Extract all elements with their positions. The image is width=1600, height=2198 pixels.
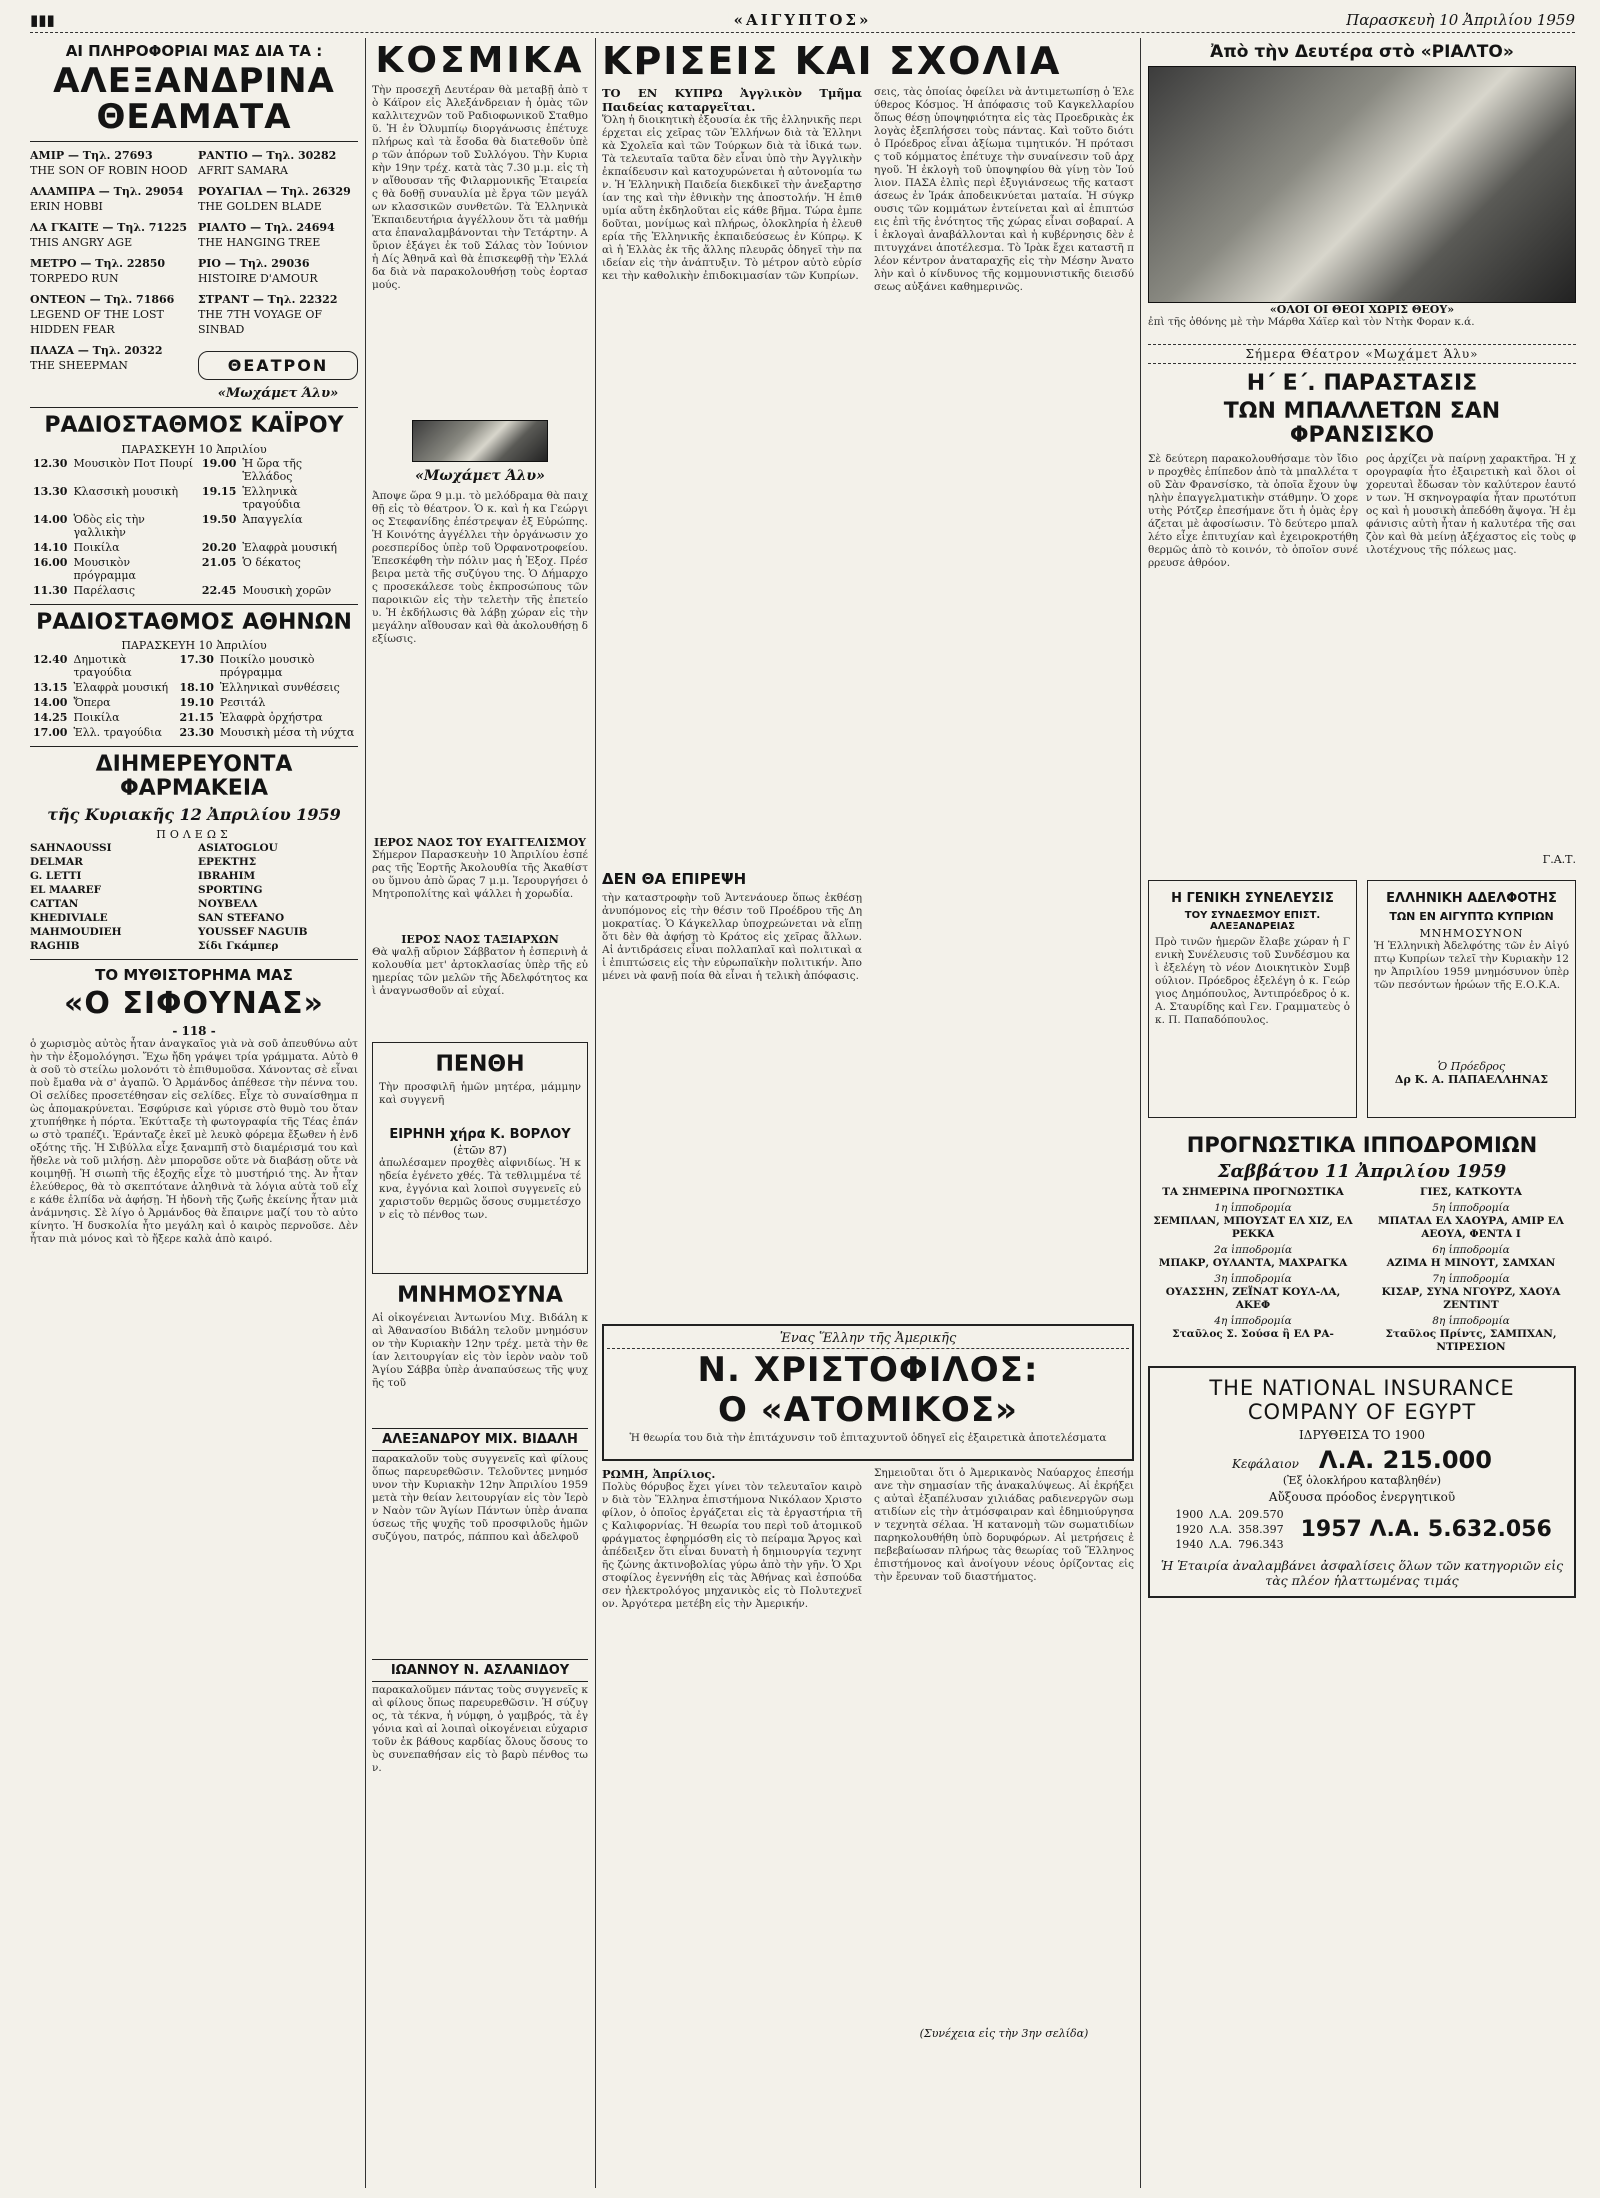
insurance-capital-label: Κεφάλαιον <box>1232 1456 1299 1471</box>
radio-row <box>30 710 358 725</box>
assembly-text: Πρὸ τινῶν ἡμερῶν ἔλαβε χώραν ἡ Γενικὴ Συνέλευσις τοῦ Συνδέσμου καὶ ἐξελέγη τὸ νέον Διοικητικὸν Συμβούλιον. Πρόεδρος ἐξελέγη ὁ κ. Γεώργιος Δημόπουλος, Ἀντιπρόεδρος ὁ κ. Α. Σταυρίδης καὶ Γεν. Γραμματεὺς ὁ κ. Π. Παπαδόπουλος. <box>1155 935 1350 1026</box>
radio-time: 23.30 <box>179 725 214 739</box>
radio-program: Ποικίλα <box>73 540 120 554</box>
church2-title: ΙΕΡΟΣ ΝΑΟΣ ΤΑΞΙΑΡΧΩΝ <box>401 932 559 946</box>
deceased-age: (ἐτῶν 87) <box>453 1143 507 1157</box>
insurance-row <box>1172 1537 1286 1552</box>
assembly-box <box>1148 880 1357 1118</box>
insurance-title: THE NATIONAL INSURANCE <box>1209 1375 1515 1400</box>
radio-program: Μουσικὸν πρόγραμμα <box>73 555 136 582</box>
radio-program: Ποικίλο μουσικὸ πρόγραμμα <box>219 652 315 679</box>
race-tips: Σταῦλος Πρίντς, ΣΑΜΠΧΑΝ, ΝΤΙΡΕΣΙΟΝ <box>1385 1327 1557 1353</box>
cinema-entry: ΣΤΡΑΝΤ — Τηλ. 22322 <box>198 293 338 307</box>
pharmacies-list <box>30 841 358 953</box>
pharmacy-item: MAHMOUDIEH <box>30 926 122 939</box>
cinema-entry: ΟΝΤΕΟΝ — Τηλ. 71866 <box>30 293 175 307</box>
pharmacy-item: Σίδι Γκάμπερ <box>198 940 279 953</box>
comments-title: ΚΡΙΣΕΙΣ ΚΑΙ ΣΧΟΛΙΑ <box>602 39 1062 83</box>
notices-row <box>1148 874 1576 1124</box>
pharmacy-item: ASIATOGLOU <box>198 842 278 855</box>
radio-program: Παρέλασις <box>73 583 136 597</box>
cinema-list-right <box>198 148 358 401</box>
cinema-film: THIS ANGRY AGE <box>30 236 133 250</box>
radio-time: 14.00 <box>33 512 68 526</box>
radio-program: Ἑλλ. τραγούδια <box>73 725 162 739</box>
comments-left <box>602 86 862 1316</box>
cinema-list-left <box>30 148 190 401</box>
radio-time: 19.00 <box>201 456 237 470</box>
pharmacy-item: YOUSSEF NAGUIB <box>198 926 308 939</box>
radio-program: Δημοτικὰ τραγούδια <box>73 652 132 679</box>
brotherhood-box <box>1367 880 1576 1118</box>
radio-program: Ἑλληνικὰ τραγούδια <box>242 484 301 511</box>
world-news-title: ΚΟΣΜΙΚΑ <box>375 40 585 81</box>
comments-text-3: σεις, τὰς ὁποίας ὀφείλει νὰ ἀντιμετωπίσῃ ὁ Ἐλεύθερος Κόσμος. Ἡ ἀπόφασις τοῦ Καγκελλαρίου ὅπως θέσῃ ὑποψηφιότητα εἰς τὰς Προεδρικὰς ἐκλογὰς ἐξεπλήσσει τοὺς πάντας. Καὶ τοῦτο διότι ὁ Πρόεδρος εἶναι ἀξίωμα τιμητικόν. Ἡ πρότασις τοῦ κόμματος ἐπέτυχε τὴν συναίνεσιν τοῦ ἀρχηγοῦ. Ἡ ἐκλογὴ τοῦ ὑποψηφίου θὰ γίνῃ τὸν Ἰούλιον. ΠΑΣΑ ἐλπὶς περὶ ἐξυγιάνσεως τῆς καταστάσεως ἐν Ἰράκ ἀποδεικνύεται ματαία. Ἡ σύγκρουσις τῶν κομμάτων ἐντείνεται καὶ αἱ ἐπιπτώσεις ἐπὶ τῆς ἑνότητος τῆς χώρας εἶναι σοβαραί. Αἱ ἐκλογαὶ ἀναβάλλονται καὶ ἡ κυβέρνησις δὲν ἐπιτυγχάνει ἀποτέλεσμα. Τὸ Ἰρὰκ ἔχει καταστῆ πλέον κέντρον ἀναταραχῆς εἰς τὴν Μέσην Ἀνατολὴν καὶ ὁ κίνδυνος τῆς κομμουνιστικῆς διεισδύσεως αὐξάνει καθημερινῶς. <box>874 85 1134 293</box>
theatre-photo <box>412 420 548 462</box>
rialto-heading: Ἀπὸ τὴν Δευτέρα στὸ «ΡΙΑΛΤΟ» <box>1210 42 1514 62</box>
insurance-cell: 1940 <box>1175 1537 1204 1551</box>
radio-row <box>30 695 358 710</box>
racing-left <box>1148 1186 1358 1354</box>
theatre-line: Σήμερα Θέατρον «Μωχάμετ Άλυ» <box>1148 344 1576 364</box>
cinema-film: HIDDEN FEAR <box>30 323 115 337</box>
theatre-caption: «Μωχάμετ Άλυ» <box>415 467 545 484</box>
cinema-film: TORPEDO RUN <box>30 272 119 286</box>
theatre-logo: ΘΕΑΤΡΟΝ <box>198 351 358 380</box>
pharmacy-item: SPORTING <box>198 884 263 897</box>
radio-program: Μουσικὸν Ποτ Πουρί <box>73 456 194 470</box>
radio-time: 19.15 <box>201 484 237 498</box>
ballet-body <box>1148 453 1576 853</box>
race-number: 2α ἱπποδρομία <box>1213 1243 1293 1256</box>
radio-time: 21.15 <box>179 710 214 724</box>
radio-row <box>30 652 358 680</box>
radio-row <box>30 540 358 555</box>
column-2 <box>372 38 588 2188</box>
insurance-figures <box>1158 1507 1566 1552</box>
pharmacy-item: G. LETTI <box>30 870 82 883</box>
ballet-title-2: ΤΩΝ ΜΠΑΛΛΕΤΩΝ ΣΑΝ ΦΡΑΝΣΙΣΚΟ <box>1223 399 1501 449</box>
cinema-listings <box>30 148 358 401</box>
pharmacies-title: ΔΙΗΜΕΡΕΥΟΝΤΑ ΦΑΡΜΑΚΕΙΑ <box>95 751 293 801</box>
radio-program: Ἐλαφρὰ μουσική <box>242 540 337 554</box>
insurance-capital-row <box>1158 1446 1566 1474</box>
cinema-entry: ΜΕΤΡΟ — Τηλ. 22850 <box>30 257 166 271</box>
feature-banner: Ἐνας Ἕλλην τῆς Ἀμερικῆς <box>607 1329 1129 1349</box>
deceased-name: ΕΙΡΗΝΗ χήρα Κ. ΒΟΡΛΟΥ <box>389 1126 571 1142</box>
pharmacy-item: EL MAAREF <box>30 884 102 897</box>
race-tips: ΟΥΑΣΣΗΝ, ΖΕΪΝΑΤ ΚΟΥΛ-ΛΑ, ΑΚΕΦ <box>1165 1285 1341 1311</box>
race-tips: ΑΖΙΜΑ Η ΜΙΝΟΥΤ, ΣΑΜΧΑΝ <box>1386 1256 1556 1269</box>
race-number: 1η ἱπποδρομία <box>1214 1201 1292 1214</box>
cinema-film: THE GOLDEN BLADE <box>198 200 322 214</box>
race-number: 6η ἱπποδρομία <box>1432 1243 1510 1256</box>
radio-time: 14.00 <box>33 695 68 709</box>
pharmacy-item: DELMAR <box>30 856 83 869</box>
feature-left <box>602 1467 862 2041</box>
column-rule <box>595 38 596 2188</box>
insurance-ad <box>1148 1366 1576 1598</box>
radio-cairo-schedule <box>30 456 358 598</box>
radio-program: Μουσικὴ χορῶν <box>242 583 332 597</box>
radio-program: Ὁδὸς εἰς τὴν γαλλικὴν <box>73 512 145 539</box>
church-title: ΙΕΡΟΣ ΝΑΟΣ ΤΟΥ ΕΥΑΓΓΕΛΙΣΜΟΥ <box>373 835 587 849</box>
brotherhood-text: Ἡ Ἑλληνικὴ Ἀδελφότης τῶν ἐν Αἰγύπτῳ Κυπρίων τελεῖ τὴν Κυριακὴν 12ην Ἀπριλίου 1959 μνημόσυνον ὑπὲρ τῶν πεσόντων ἡρώων τῆς Ε.Ο.Κ.Α. <box>1374 939 1569 991</box>
radio-time: 17.00 <box>33 725 68 739</box>
divider <box>30 604 358 605</box>
pharmacy-item: ΕΡΕΚΤΗΣ <box>198 856 257 869</box>
radio-time: 13.15 <box>33 680 68 694</box>
pharmacy-item: IBRAHIM <box>198 870 256 883</box>
insurance-cell: Λ.Α. <box>1209 1507 1233 1521</box>
paper-name: «ΑΙΓΥΠΤΟΣ» <box>728 11 878 29</box>
issue-date: Παρασκευὴ 10 Ἀπριλίου 1959 <box>1340 11 1575 29</box>
divider <box>30 141 358 142</box>
race-number: 8η ἱπποδρομία <box>1432 1314 1510 1327</box>
divider <box>30 746 358 747</box>
radio-time: 12.40 <box>33 652 68 666</box>
radio-time: 19.50 <box>201 512 237 526</box>
column-rule <box>365 38 366 2188</box>
radio-time: 13.30 <box>33 484 68 498</box>
radio-program: Ἐλαφρὰ μουσική <box>73 680 169 694</box>
insurance-cell: Λ.Α. <box>1209 1537 1233 1551</box>
cinema-film: LEGEND OF THE LOST <box>30 308 164 322</box>
insurance-capital: Λ.Α. 215.000 <box>1318 1445 1492 1474</box>
comments-text-2: τὴν καταστροφὴν τοῦ Ἀντενάουερ ὅπως ἐκθέσῃ ἀνυπόμονος εἰς τὴν θέσιν τοῦ Προέδρου τῆς Δημοκρατίας. Ὁ Κάγκελλαρ ὑποχρεώνεται νὰ εἴπῃ ὅτι δὲν θὰ ἀφήσῃ τὸ Κράτος εἰς χεῖρας ἄλλων. Αἱ ἀντιδράσεις εἶναι πολλαπλαῖ καὶ πολιτικαὶ αἱ ἐπιπτώσεις εἰς τὴν εὐρωπαϊκὴν πολιτικήν. Ἀπομένει νὰ φανῇ ποία θὰ εἶναι ἡ τελικὴ ἀπόφασις. <box>602 891 862 982</box>
insurance-table <box>1172 1507 1286 1552</box>
serial-name: «Ο ΣΙΦΟΥΝΑΣ» <box>64 986 324 1022</box>
racing-right-head: ΓΙΕΣ, ΚΑΤΚΟΥΤΑ <box>1420 1185 1522 1198</box>
radio-athens-schedule <box>30 652 358 740</box>
pharmacy-item: SAN STEFANO <box>198 912 285 925</box>
column-3 <box>602 38 1134 2188</box>
insurance-cell: 209.570 <box>1238 1507 1284 1521</box>
memorial-name-1: ΑΛΕΞΑΝΔΡΟΥ ΜΙΧ. ΒΙΔΑΛΗ <box>372 1428 588 1451</box>
radio-program: Ὁ δέκατος <box>242 555 301 569</box>
serial-body-text: ὁ χωρισμὸς αὐτὸς ἦταν ἀναγκαῖος γιὰ νὰ σοῦ ἀπευθύνω αὐτὴν τὴν ἐξομολόγησι. Ἔχω ἤδη γράψει τρία γράμματα. Αὐτὸ θὰ σοῦ τὸ στείλω μολονότι τὸ ἐπιθυμοῦσα. Χάνοντας σὲ εἶναι ποὺ ἔμαθα νὰ σ' ἀγαπῶ. Ὁ Ἀρμάνδος ἀπέθεσε τὴν πέννα του. Οἱ σελίδες προσετέθησαν εἰς σελίδες. Εἶχε τὸ συναίσθημα πὼς ἀπομακρύνεται. Ἐσφύρισε καὶ γύρισε στὸ θυμὸ του ὅταν χτυπήθηκε ἡ πόρτα. Ἐκύτταξε τὴ φωτογραφία τῆς Τέας ἐπάνω στὸ τραπέζι. Ἐράνταζε ἐκεῖ μὲ λευκὸ φόρεμα ἔξωθεν ἡ ἐνδοξότης τῆς. Ἡ Σιβύλλα εἶχε ξαναμπῆ στὸ διαμέρισμά του καὶ ἤθελε νὰ τοῦ μιλήσῃ. Δὲν μποροῦσε οὔτε νὰ διαβάσῃ οὔτε νὰ κοιμηθῇ. Ἡ σιωπὴ τῆς ἐξοχῆς εἶχε τὸ μυστήριό της. Ἀν ἦταν ἐλεύθερος, θὰ τὸ σκεπτότανε ἀληθινὰ τὰ λόγια αὐτὰ τοῦ εἶχε κάθε ἐλπίδα νὰ ἀφήσῃ. Ἡ ἡδονὴ τῆς ζωῆς ἐκείνης ἦταν μιὰ ἀνάμνησις. Σὲ λίγο ὁ Ἀρμάνδος θὰ ἔπαιρνε μαζί του τὸ αὐτοκίνητο. Ἡ δυσκολία ἦτο μεγάλη καὶ ὁ καιρὸς περνοῦσε. Δὲν ἦταν πιὰ μόνος καὶ τὸ ἤξερε καλὰ ἀπὸ καιρό. <box>30 1037 358 1245</box>
alexandria-shows-title: ΑΛΕΞΑΝΔΡΙΝΑ ΘΕΑΜΑΤΑ <box>53 61 335 137</box>
cinema-film: THE 7TH VOYAGE OF SINBAD <box>198 308 322 337</box>
insurance-cell: 796.343 <box>1238 1537 1284 1551</box>
ballet-text-2: ρος ἀρχίζει νὰ παίρνῃ χαρακτῆρα. Ἡ χορογραφία ἦτο ἐξαιρετικὴ καὶ ὅλοι οἱ χορευταὶ ἔδωσαν τὸν καλύτερον ἑαυτόν των. Ἡ σκηνογραφία ἦταν πρωτότυπος καὶ ἡ μουσικὴ ἀπεδόθη ἄψογα. Ἡ ἐμφάνισις αὐτὴ ἦταν ἡ καλυτέρα τῆς σαιζὸν καὶ θὰ μείνῃ ἀξέχαστος εἰς τοὺς φιλοτέχνους τῆς πόλεως μας. <box>1366 452 1576 556</box>
race-tips: Σταῦλος Σ. Σούσα ἢ ΕΛ ΡΑ- <box>1172 1327 1334 1340</box>
mourning-title: ΠΕΝΘΗ <box>435 1051 525 1077</box>
mourning-intro: Τὴν προσφιλῆ ἡμῶν μητέρα, μάμμην καὶ συγγενῆ <box>379 1080 581 1106</box>
race-tips: ΜΠΑΚΡ, ΟΥΛΑΝΤΑ, ΜΑΧΡΑΓΚΑ <box>1158 1256 1348 1269</box>
radio-time: 20.20 <box>201 540 237 554</box>
radio-time: 11.30 <box>33 583 68 597</box>
insurance-sub: Αὔξουσα πρόοδος ἐνεργητικοῦ <box>1268 1489 1456 1504</box>
cinema-film: HISTOIRE D'AMOUR <box>198 272 318 286</box>
radio-row <box>30 555 358 583</box>
insurance-cell: 358.397 <box>1238 1522 1284 1536</box>
radio-program: Ποικίλα <box>73 710 120 724</box>
pharmacy-item: SAHNAOUSSI <box>30 842 112 855</box>
race-number: 7η ἱπποδρομία <box>1432 1272 1510 1285</box>
masthead-strip <box>30 8 1575 33</box>
radio-time: 22.45 <box>201 583 237 597</box>
feature-dateline: ΡΩΜΗ, Ἀπρίλιος. <box>602 1467 716 1482</box>
assembly-title: Η ΓΕΝΙΚΗ ΣΥΝΕΛΕΥΣΙΣ <box>1171 890 1334 906</box>
insurance-row <box>1172 1507 1286 1522</box>
radio-time: 21.05 <box>201 555 237 569</box>
church2-text: Θὰ ψαλῇ αὔριον Σάββατον ἡ ἐσπερινὴ ἀκολουθία μετ' ἀρτοκλασίας ὑπὲρ τῆς εὐημερίας τῶν μελῶν τῆς Ἀδελφότητος καὶ ἀναγνωσθοῦν αἱ εὐχαί. <box>372 945 588 997</box>
race-number: 4η ἱπποδρομία <box>1214 1314 1292 1327</box>
comments-lead: ΤΟ ΕΝ ΚΥΠΡΩ Ἀγγλικὸν Τμῆμα Παιδείας καταργεῖται. <box>602 85 862 114</box>
church-text: Σήμερον Παρασκευὴν 10 Ἀπριλίου ἑσπέρας τῆς Ἑορτῆς Ἀκολουθία τῆς Ἀκαθίστου ὕμνου ἀπὸ ὥρας 7 μ.μ. Ἱερουργήσει ὁ Μητροπολίτης καὶ ψάλλει ἡ χορωδία. <box>372 848 588 900</box>
cinema-film: THE SON OF ROBIN HOOD <box>30 164 188 178</box>
cinema-entry: ΑΛΑΜΠΡΑ — Τηλ. 29054 <box>30 185 184 199</box>
race-number: 5η ἱπποδρομία <box>1432 1201 1510 1214</box>
feature-title: Ν. ΧΡΙΣΤΟΦΙΛΟΣ: <box>697 1349 1039 1390</box>
radio-athens-title: ΡΑΔΙΟΣΤΑΘΜΟΣ ΑΘΗΝΩΝ <box>36 609 352 635</box>
memorial-text-3: παρακαλοῦμεν πάντας τοὺς συγγενεῖς καὶ φίλους ὅπως παρευρεθῶσιν. Ἡ σύζυγος, τὰ τέκνα, ἡ νύμφη, ὁ γαμβρός, τὰ ἐγγόνια καὶ αἱ λοιπαὶ οἰκογένειαι εὐχαριστοῦν ἐκ βάθους καρδίας ὅλους ὅσους τοὺς συνεπαθήσαν εἰς τὸ βαρὺ πένθος των. <box>372 1684 588 1775</box>
brotherhood-sign-2: Δρ Κ. Α. ΠΑΠΑΕΛΛΗΝΑΣ <box>1394 1072 1549 1086</box>
race-tips: ΣΕΜΠΛΑΝ, ΜΠΟΥΣΑΤ ΕΛ ΧΙΖ, ΕΛ ΡΕΚΚΑ <box>1153 1214 1353 1240</box>
divider <box>30 959 358 960</box>
radio-row <box>30 583 358 598</box>
insurance-total: 1957 Λ.Α. 5.632.056 <box>1300 1516 1552 1542</box>
feature-body <box>602 1467 1134 2041</box>
radio-program: Κλασσικὴ μουσικὴ <box>73 484 179 498</box>
insurance-cell: Λ.Α. <box>1209 1522 1233 1536</box>
radio-cairo-date: ΠΑΡΑΣΚΕΥΗ 10 Ἀπριλίου <box>121 442 267 456</box>
race-tips: ΚΙΣΑΡ, ΣΥΝΑ ΝΓΟΥΡΖ, ΧΑΟΥΑ ΖΕΝΤΙΝΤ <box>1381 1285 1561 1311</box>
cinema-entry: ΡΙΟ — Τηλ. 29036 <box>198 257 310 271</box>
insurance-footer: Ἡ Ἑταιρία ἀναλαμβάνει ἀσφαλίσεις ὅλων τῶν κατηγοριῶν εἰς τὰς πλέον ἡλαττωμένας τιμάς <box>1160 1557 1564 1588</box>
racing-title: ΠΡΟΓΝΩΣΤΙΚΑ ΙΠΠΟΔΡΟΜΙΩΝ <box>1186 1132 1538 1157</box>
radio-athens-date: ΠΑΡΑΣΚΕΥΗ 10 Ἀπριλίου <box>121 638 267 652</box>
world-news-text: Τὴν προσεχῆ Δευτέραν θὰ μεταβῇ ἀπὸ τὸ Κάϊρον εἰς Ἀλεξάνδρειαν ἡ ὁμὰς τῶν καλλιτεχνῶν τοῦ Ραδιοφωνικοῦ Σταθμοῦ. Ἡ ἐν Ὀλυμπίῳ διοργάνωσις ἐπέτυχε πλήρως καὶ τὰ ἔσοδα θὰ διατεθοῦν ὑπὲρ τῶν ἀπόρων τοῦ Συλλόγου. Τὴν Κυριακὴν 19ην τρέχ. κατὰ τὰς 7.30 μ.μ. εἰς τὴν αἴθουσαν τῆς Φιλαρμονικῆς Ἑταιρείας θὰ δοθῇ συναυλία μὲ ἔργα τῶν μεγάλων κλασσικῶν συνθετῶν. Τὰ Ἑλληνικὰ Ἐκπαιδευτήρια ἀγγέλλουν ὅτι τὰ μαθήματα ἐπαναλαμβάνονται τὴν Τετάρτην. Αὔριον ἑξάγει ἐκ τοῦ Σάλας τὸν Ἰούνιον ἡ Δίς Ἀθηνᾶ καὶ θὰ ἐπισκεφθῇ τὴν Ἑλλάδα διὰ νὰ παρακολουθήσῃ τοὺς ἑορτασμούς. <box>372 83 588 291</box>
radio-time: 14.25 <box>33 710 68 724</box>
racing-left-head: ΤΑ ΣΗΜΕΡΙΝΑ ΠΡΟΓΝΩΣΤΙΚΑ <box>1162 1185 1344 1198</box>
radio-program: Ἐλληνικαὶ συνθέσεις <box>219 680 340 694</box>
feature-deck: Ἡ θεωρία του διὰ τὴν ἐπιτάχυνσιν τοῦ ἐπιταχυντοῦ ὁδηγεῖ εἰς ἐξαιρετικὰ ἀποτελέσματα <box>629 1432 1107 1445</box>
mourning-box <box>372 1042 588 1274</box>
feature-text-1: Πολὺς θόρυβος ἔχει γίνει τὸν τελευταῖον καιρὸν διὰ τὸν Ἕλληνα ἐπιστήμονα Νικόλαον Χριστοφίλον, ὁ ὁποῖος ἐργάζεται εἰς τὰ ἐργαστήρια τῆς Καλιφορνίας. Ἡ θεωρία του περὶ τοῦ ἀτομικοῦ φράγματος ἐφηρμόσθη εἰς τὸ πείραμα Ἄργος καὶ ἀπέδειξεν ὅτι εἶναι δυνατὴ ἡ δημιουργία τεχνητῆς ζώνης ἀκτινοβολίας γύρω ἀπὸ τὴν γῆν. Ὁ Χριστοφίλος ἐγεννήθη εἰς τὰς Ἀθήνας καὶ ἐσπούδασεν ἠλεκτρολόγος μηχανικὸς εἰς τὸ Πολυτεχνεῖον. Ἀργότερα μετέβη εἰς τὴν Ἀμερικήν. <box>602 1481 862 1611</box>
cinema-entry: ΛΑ ΓΚΑΙΤΕ — Τηλ. 71225 <box>30 221 188 235</box>
memorial-title: ΜΝΗΜΟΣΥΝΑ <box>397 1282 563 1308</box>
serial-number: - 118 - <box>172 1023 216 1038</box>
column-rule <box>1140 38 1141 2188</box>
radio-time: 19.10 <box>179 695 214 709</box>
photo-caption: «ΟΛΟΙ ΟΙ ΘΕΟΙ ΧΩΡΙΣ ΘΕΟΥ» <box>1269 303 1455 316</box>
insurance-founded: ΙΔΡΥΘΕΙΣΑ ΤΟ 1900 <box>1299 1427 1425 1442</box>
info-title: ΑΙ ΠΛΗΡΟΦΟΡΙΑΙ ΜΑΣ ΔΙΑ ΤΑ : <box>65 42 323 60</box>
assembly-title-2: ΤΟΥ ΣΥΝΔΕΣΜΟΥ ΕΠΙΣΤ. ΑΛΕΞΑΝΔΡΕΙΑΣ <box>1184 909 1321 932</box>
comments-body <box>602 86 1134 1316</box>
cinema-entry: ΡΙΑΛΤΟ — Τηλ. 24694 <box>198 221 335 235</box>
masthead-mark: ▮▮▮ <box>30 11 61 29</box>
ballet-text-1: Σὲ δεύτερη παρακολουθήσαμε τὸν ἴδιον προχθὲς ἐπίπεδον ἀπὸ τὰ μπαλλέτα τοῦ Σὰν Φρανσίσκο, τὰ ὁποῖα ἔχουν ὑψηλὴν ἐπαγγελματικὴν στάθμην. Ὁ χορευτὴς Ρότζερ ἐπεσήμανε ὅτι ἡ ὁμὰς ἐργάζεται μὲ ἀφοσίωσιν. Τὸ δεύτερο μπαλλέτο εἶχε ἐπιτυχίαν καὶ ἐχειροκροτήθη θερμῶς ἀπὸ τὸ κοινόν, τὸ ὁποῖον συνέρρευσε ἀθρόον. <box>1148 452 1358 569</box>
insurance-title-2: COMPANY OF EGYPT <box>1247 1399 1477 1424</box>
race-number: 3η ἱπποδρομία <box>1214 1272 1292 1285</box>
cinema-entry: ΠΛΑΖΑ — Τηλ. 20322 <box>30 344 163 358</box>
pharmacy-item: ΝΟΥΒΕΛΛ <box>198 898 258 911</box>
brotherhood-sign-1: Ὁ Πρόεδρος <box>1437 1059 1506 1073</box>
comments-text-1: Ὅλη ἡ διοικητικὴ ἐξουσία ἐκ τῆς ἑλληνικῆς περιέρχεται εἰς χεῖρας τῶν Ἑλλήνων διὰ τὰ Ἑλληνικὰ Σχολεῖα καὶ τῶν Τούρκων διὰ τὰ ἰδικά των. Τὰ τελευταῖα ταῦτα δὲν εἶναι ὑπὸ τὴν Ἀγγλικὴν ἐκπαίδευσιν καὶ κατοχυρώνεται ἡ αὐτονομία των. Ἡ Ἑλληνικὴ Παιδεία διεκδικεῖ τὴν ἀνεξαρτησίαν της καὶ τὴν ἐθνικὴν της ἀποστολήν. Ἡ ἐπιθυμία αὕτη ἐκδηλοῦται εἰς κάθε βῆμα. Τώρα ἐμπεδοῦται, μονίμως καὶ πλήρως, ὁλοκληρία ἡ ἐλευθερία τῆς Ἑλληνικῆς ἐκπαιδεύσεως ἐν Κύπρῳ. Καὶ ἡ Ἑλλὰς ἐκ τῆς ἄλλης πλευρᾶς ὁδηγεῖ τὴν παιδείαν εἰς τὴν ἀνάπτυξιν. Τὸ μέτρον αὐτὸ εὑρίσκει τὴν καθολικὴν ἐπιδοκιμασίαν τῶν Κυπρίων. <box>602 113 862 282</box>
feature-text-2: Σημειοῦται ὅτι ὁ Ἀμερικανὸς Ναύαρχος ἐπεσήμανε τὴν σημασίαν τῆς ἀνακαλύψεως. Αἱ ἐκρήξεις αὐταὶ ἐξαπέλυσαν χιλιάδας ραδιενεργῶν σωματιδίων εἰς τὴν ἀτμόσφαιραν καὶ ἐδημιούργησαν τεχνητὰ σέλαα. Ἡ κατανομὴ τῶν σωματιδίων παρηκολουθήθη ὑπὸ δορυφόρων. Αἱ μετρήσεις ἐπεβεβαίωσαν πλήρως τὰς θεωρίας τοῦ Ἕλληνος ἐπιστήμονος καὶ ἀνοίγουν νέους ὁρίζοντας εἰς τὴν ἔρευναν τοῦ διαστήματος. <box>874 1467 1134 1584</box>
radio-program: Μουσικὴ μέσα τὴ νύχτα <box>219 725 355 739</box>
serial-title: ΤΟ ΜΥΘΙΣΤΟΡΗΜΑ ΜΑΣ <box>95 966 293 985</box>
insurance-fully-paid: (Ἐξ ὁλοκλήρου καταβληθέν) <box>1282 1473 1442 1487</box>
radio-row <box>30 680 358 695</box>
radio-program: Ρεσιτάλ <box>219 695 266 709</box>
theatre-show: «Μωχάμετ Άλυ» <box>217 386 339 402</box>
memorial-name-2: ΙΩΑΝΝΟΥ Ν. ΑΣΛΑΝΙΔΟΥ <box>372 1659 588 1682</box>
racing-date: Σαββάτου 11 Ἀπριλίου 1959 <box>1217 1160 1507 1182</box>
cinema-film: THE HANGING TREE <box>198 236 321 250</box>
comments-right <box>874 86 1134 1316</box>
feature-box <box>602 1324 1134 1461</box>
feature-right <box>874 1467 1134 2041</box>
radio-row <box>30 456 358 484</box>
radio-program: Ἡ ὥρα τῆς Ἑλλάδος <box>242 456 302 483</box>
feature-title-2: Ο «ΑΤΟΜΙΚΟΣ» <box>717 1389 1019 1430</box>
pharmacies-subtitle: τῆς Κυριακῆς 12 Ἀπριλίου 1959 <box>47 805 341 825</box>
radio-cairo-title: ΡΑΔΙΟΣΤΑΘΜΟΣ ΚΑΪΡΟΥ <box>44 413 344 439</box>
comments-subhead: ΔΕΝ ΘΑ ΕΠΙΡΕΨΗ <box>602 869 747 888</box>
racing-right <box>1366 1186 1576 1354</box>
film-still-photo <box>1148 66 1576 303</box>
cinema-entry: ΑΜΙΡ — Τηλ. 27693 <box>30 149 153 163</box>
radio-time: 16.00 <box>33 555 68 569</box>
ballet-title: Η΄ Ε΄. ΠΑΡΑΣΤΑΣΙΣ <box>1246 371 1478 396</box>
insurance-row <box>1172 1522 1286 1537</box>
race-tips: ΜΠΑΤΑΛ ΕΛ ΧΑΟΥΡΑ, ΑΜΙΡ ΕΛ ΑΕΟΥΑ, ΦΕΝΤΑ Ι <box>1378 1214 1564 1240</box>
radio-row <box>30 484 358 512</box>
cinema-entry: ΡΑΝΤΙΟ — Τηλ. 30282 <box>198 149 337 163</box>
photo-caption-text: ἐπὶ τῆς ὀθόνης μὲ τὴν Μάρθα Χάϊερ καὶ τὸν Ντὴκ Φοραν κ.ά. <box>1148 316 1475 328</box>
racing-tips <box>1148 1186 1576 1354</box>
cinema-film: THE SHEEPMAN <box>30 359 128 373</box>
pharmacy-item: RAGHIB <box>30 940 80 953</box>
radio-time: 18.10 <box>179 680 214 694</box>
pharmacies-city: ΠΟΛΕΩΣ <box>156 828 232 842</box>
radio-time: 14.10 <box>33 540 68 554</box>
brotherhood-title-2: ΤΩΝ ΕΝ ΑΙΓΥΠΤΩ ΚΥΠΡΙΩΝ <box>1389 909 1554 923</box>
cinema-film: ERIN HOBBI <box>30 200 103 214</box>
radio-time: 17.30 <box>179 652 214 666</box>
continued-note: (Συνέχεια εἰς τὴν 3ην σελίδα) <box>919 2027 1089 2041</box>
cinema-film: AFRIT SAMARA <box>198 164 288 178</box>
radio-row <box>30 725 358 740</box>
cinema-entry: ΡΟΥΑΓΙΑΛ — Τηλ. 26329 <box>198 185 351 199</box>
memorial-text-1: Αἱ οἰκογένειαι Ἀντωνίου Μιχ. Βιδάλη καὶ Ἀθανασίου Βιδάλη τελοῦν μνημόσυνον τὴν Κυριακὴν 12ην τρέχ. μετὰ τὴν θείαν λειτουργίαν εἰς τὸν ἱερὸν ναὸν τοῦ Ἁγίου Σάββα ὑπὲρ ἀναπαύσεως τῆς ψυχῆς τοῦ <box>372 1312 588 1390</box>
radio-program: Ἐλαφρὰ ὀρχήστρα <box>219 710 323 724</box>
insurance-cell: 1920 <box>1175 1522 1204 1536</box>
radio-row <box>30 512 358 540</box>
society-text: Ἀποψε ὥρα 9 μ.μ. τὸ μελόδραμα θὰ παιχθῇ εἰς τὸ θέατρον. Ὁ κ. καὶ ἡ κα Γεώργιος Στεφανίδης ἐπέστρεψαν ἐξ Εὐρώπης. Ἡ Κοινότης ἀγγέλλει τὴν ὀργάνωσιν χοροεσπερίδος ὑπὲρ τοῦ Ὀρφανοτροφείου. Ἐπεσκέφθη τὴν πόλιν μας ἡ Ἐξοχ. Πρέσβειρα μετὰ τῆς συζύγου της. Ὁ Δήμαρχος προσεκάλεσε τοὺς ἐκπροσώπους τῶν παροικιῶν εἰς τὴν τελετὴν τῆς ἐπετείου. Ἡ ἐκδήλωσις θὰ λάβῃ χώραν εἰς τὴν μεγάλην αἴθουσαν καὶ θὰ ἀκολουθήσῃ δεξίωσις. <box>372 489 588 645</box>
column-1 <box>30 38 358 2188</box>
divider <box>30 407 358 408</box>
radio-program: Ἀπαγγελία <box>242 512 303 526</box>
column-4 <box>1148 38 1576 2188</box>
brotherhood-sub: ΜΝΗΜΟΣΥΝΟΝ <box>1419 926 1524 940</box>
brotherhood-title: ΕΛΛΗΝΙΚΗ ΑΔΕΛΦΟΤΗΣ <box>1386 890 1557 906</box>
pharmacy-item: CATTAN <box>30 898 79 911</box>
ballet-signature: Γ.Α.Τ. <box>1542 852 1576 866</box>
memorial-text-2: παρακαλοῦν τοὺς συγγενεῖς καὶ φίλους ὅπως παρευρεθῶσιν. Τελοῦντες μνημόσυνον τὴν Κυριακὴν 12ην Ἀπριλίου 1959 μετὰ τὴν θείαν λειτουργίαν εἰς τὸν Ἱερὸν Ναὸν τῶν Ἁγίων Πάντων ὑπὲρ ἀναπαύσεως τῆς ψυχῆς τοῦ προσφιλοῦς ἡμῶν συζύγου, πατρός, πάππου καὶ ἀδελφοῦ <box>372 1453 588 1544</box>
radio-program: Ὄπερα <box>73 695 111 709</box>
insurance-cell: 1900 <box>1175 1507 1204 1521</box>
radio-time: 12.30 <box>33 456 68 470</box>
mourning-text: ἀπωλέσαμεν προχθὲς αἰφνιδίως. Ἡ κηδεία ἐγένετο χθές. Τὰ τεθλιμμένα τέκνα, ἐγγόνια καὶ λοιποὶ συγγενεῖς εὐχαριστοῦν θερμῶς ὅσους συμμετέσχον εἰς τὸ πένθος των. <box>379 1156 581 1221</box>
pharmacy-item: KHEDIVIALE <box>30 912 108 925</box>
